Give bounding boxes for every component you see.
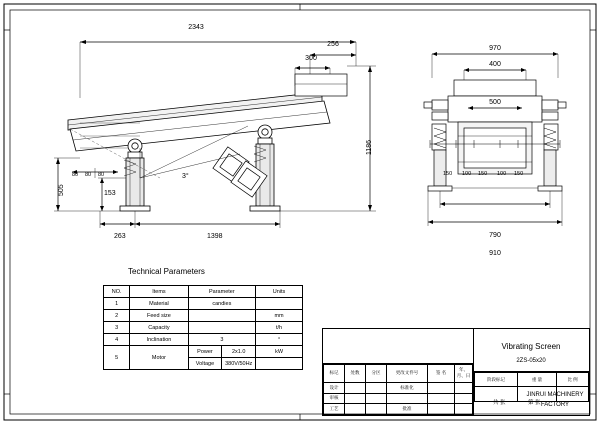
tb-gongyi-v3 bbox=[428, 404, 455, 415]
tb-pizhun: 批准 bbox=[387, 404, 428, 415]
row4-parameter: 3 bbox=[188, 334, 255, 346]
table-header-row bbox=[104, 286, 303, 298]
product-title: Vibrating Screen bbox=[501, 342, 561, 351]
table-row-motor-power bbox=[104, 346, 303, 358]
dim-153: 153 bbox=[104, 190, 116, 197]
dim-500: 500 bbox=[489, 99, 501, 106]
row1-item: Material bbox=[130, 298, 188, 310]
tb-row-2 bbox=[324, 382, 473, 393]
row5-item: Motor bbox=[130, 346, 188, 370]
tb-sheji: 设计 bbox=[324, 382, 345, 393]
motor-voltage-value: 380V/50Hz bbox=[225, 360, 253, 367]
row5-no: 5 bbox=[104, 346, 130, 370]
dim-150-c: 150 bbox=[514, 171, 524, 177]
tb-genggai: 更改文件号 bbox=[387, 365, 428, 383]
tb-shenhe-v5 bbox=[455, 393, 473, 404]
dim-80-a: 80 bbox=[72, 172, 79, 178]
dim-400: 400 bbox=[489, 61, 501, 68]
row3-parameter bbox=[188, 322, 255, 334]
dim-100-b: 100 bbox=[497, 171, 507, 177]
tb-right-header bbox=[475, 373, 589, 387]
tb-shenhe: 审核 bbox=[324, 393, 345, 404]
row3-unit: t/h bbox=[256, 322, 303, 334]
parameters-caption: Technical Parameters bbox=[128, 267, 205, 276]
tb-biaozhunhua: 标准化 bbox=[387, 382, 428, 393]
row4-item: Inclination bbox=[130, 334, 188, 346]
tb-gongyi: 工艺 bbox=[324, 404, 345, 415]
parameters-table bbox=[103, 285, 303, 370]
dim-1186: 1186 bbox=[366, 139, 373, 155]
side-view bbox=[410, 36, 580, 256]
row2-item: Feed size bbox=[130, 310, 188, 322]
tb-sheji-v1 bbox=[345, 382, 366, 393]
tb-sheji-v4 bbox=[455, 382, 473, 393]
tb-sheet-total: 共 张 bbox=[493, 400, 506, 406]
dim-790: 790 bbox=[489, 232, 501, 239]
dim-1398: 1398 bbox=[207, 233, 223, 240]
angle-label: 3° bbox=[182, 173, 189, 180]
row4-no: 4 bbox=[104, 334, 130, 346]
dim-256: 256 bbox=[327, 41, 339, 48]
motor-voltage-unit bbox=[256, 358, 303, 370]
motor-power-value: 2x1.0 bbox=[231, 348, 246, 355]
motor-voltage-label: Voltage bbox=[189, 358, 222, 369]
tb-qianming: 签 名 bbox=[428, 365, 455, 383]
tb-row-3 bbox=[324, 393, 473, 404]
tb-shenhe-v3 bbox=[387, 393, 428, 404]
front-view bbox=[40, 28, 400, 258]
row1-no: 1 bbox=[104, 298, 130, 310]
tb-fenqu: 分区 bbox=[366, 365, 387, 383]
motor-power-unit: kW bbox=[256, 346, 303, 358]
dim-300: 300 bbox=[305, 55, 317, 62]
tb-scale: 比 例 bbox=[557, 373, 589, 387]
dim-80-c: 80 bbox=[98, 172, 105, 178]
table-row bbox=[104, 298, 303, 310]
row2-parameter bbox=[188, 310, 255, 322]
table-row bbox=[104, 334, 303, 346]
dim-910: 910 bbox=[489, 250, 501, 257]
tb-shenhe-v2 bbox=[366, 393, 387, 404]
dim-263: 263 bbox=[114, 233, 126, 240]
table-row bbox=[104, 310, 303, 322]
tb-gongyi-v2 bbox=[366, 404, 387, 415]
dim-overall-length: 2343 bbox=[188, 24, 204, 31]
row3-item: Capacity bbox=[130, 322, 188, 334]
tb-weight: 重 量 bbox=[518, 373, 557, 387]
tb-date: 年、月、日 bbox=[455, 365, 473, 383]
row4-unit: ° bbox=[256, 334, 303, 346]
tb-chushu: 处数 bbox=[345, 365, 366, 383]
col-no: NO. bbox=[104, 286, 130, 298]
tb-stage-mark: 阶段标记 bbox=[475, 373, 518, 387]
row2-unit: mm bbox=[256, 310, 303, 322]
row1-unit bbox=[256, 298, 303, 310]
col-parameter: Parameter bbox=[188, 286, 255, 298]
company-line-2: FACTORY bbox=[540, 402, 570, 408]
tb-sheji-v3 bbox=[428, 382, 455, 393]
dim-150-b: 150 bbox=[478, 171, 488, 177]
tb-row-1 bbox=[324, 365, 473, 383]
row1-parameter: candies bbox=[188, 298, 255, 310]
dim-505: 505 bbox=[58, 184, 65, 196]
motor-power-label: Power bbox=[189, 346, 222, 357]
dim-80-b: 80 bbox=[85, 172, 92, 178]
row3-no: 3 bbox=[104, 322, 130, 334]
title-block-left-grid bbox=[323, 363, 473, 415]
tb-sheji-v2 bbox=[366, 382, 387, 393]
col-items: Items bbox=[130, 286, 188, 298]
dim-970: 970 bbox=[489, 45, 501, 52]
tb-gongyi-v4 bbox=[455, 404, 473, 415]
dim-150-a: 150 bbox=[443, 171, 453, 177]
dim-100-a: 100 bbox=[462, 171, 472, 177]
tb-shenhe-v4 bbox=[428, 393, 455, 404]
product-model: 2ZS-05x20 bbox=[516, 358, 546, 364]
table-row bbox=[104, 322, 303, 334]
company-line-1: JINRUI MACHINERY bbox=[526, 392, 584, 398]
tb-shenhe-v1 bbox=[345, 393, 366, 404]
tb-sheet-number: 第 张 bbox=[528, 400, 541, 406]
tb-gongyi-v1 bbox=[345, 404, 366, 415]
tb-row-4 bbox=[324, 404, 473, 415]
row2-no: 2 bbox=[104, 310, 130, 322]
col-units: Units bbox=[256, 286, 303, 298]
tb-biaoji: 标记 bbox=[324, 365, 345, 383]
